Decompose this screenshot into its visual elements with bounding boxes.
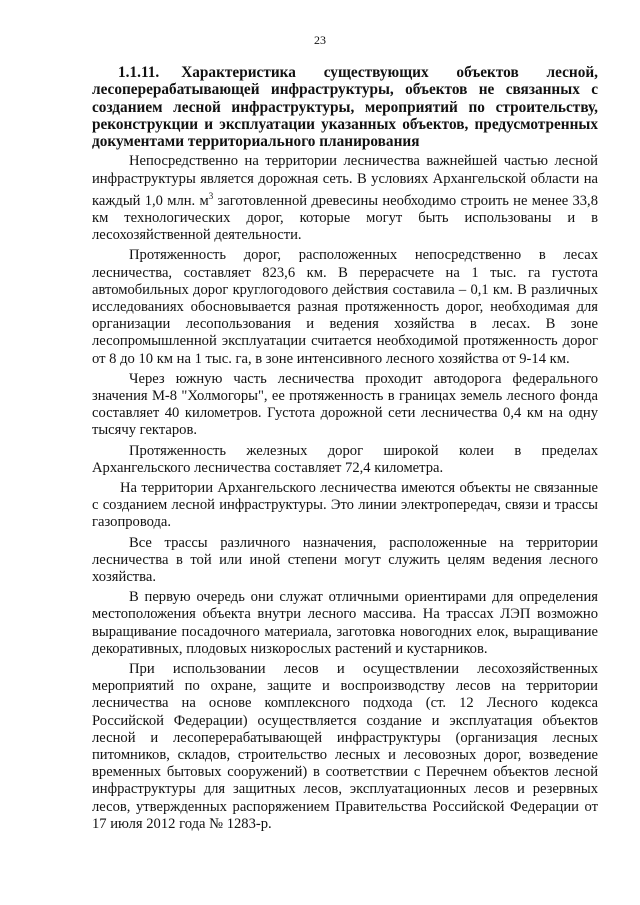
paragraph-other-objects: На территории Архангельского лесничества имеются объекты не связанные с созданием лесной инфраструктуры. Это линии электропередач, связи и трассы газопровода. [92,480,598,531]
paragraph-road-network [92,153,598,244]
paragraph-railways: Протяженность железных дорог широкой колеи в пределах Архангельского лесничества составляет 72,4 километра. [92,442,598,476]
paragraph-routes: Все трассы различного назначения, расположенные на территории лесничества в той или иной степени могут служить целям ведения лесного хозяйства. [92,534,598,586]
page-content [92,64,598,836]
paragraph-road-network-text-b: заготовленной древесины необходимо строить не менее 33,8 км технологических дорог, которые могут быть использованы и в лесохозяйственной деятельности. [92,192,598,244]
paragraph-road-network-text-a: Непосредственно на территории лесничества важнейшей частью лесной инфраструктуры является дорожная сеть. В условиях Архангельской области на каждый 1,0 млн. м [92,153,598,209]
paragraph-landmarks: В первую очередь они служат отличными ориентирами для определения местоположения объекта внутри лесного массива. На трассах ЛЭП возможно выращивание посадочного материала, заготовка новогодних елок, выращивание декоративных, плодовых низкорослых растений и кустарников. [92,589,598,657]
paragraph-federal-highway: Через южную часть лесничества проходит автодорога федерального значения М-8 "Холмогоры", ее протяженность в границах земель лесного фонда составляет 40 километров. Густота дорожной сети лесничества 0,4 км на одну тысячу гектаров. [92,370,598,439]
paragraph-road-length: Протяженность дорог, расположенных непосредственно в лесах лесничества, составляет 823,6 км. В перерасчете на 1 тыс. га густота автомобильных дорог круглогодового действия составила – 0,1 км. В различных исследованиях обосновывается разная протяженность дорог, необходимая для организации лесопользования и ведения хозяйства в лесах. В зоне лесопромышленной эксплуатации считается необходимой протяженность дорог от 8 до 10 км на 1 тыс. га, в зоне интенсивного лесного хозяйства от 9-14 км. [92,247,598,367]
cubic-superscript: 3 [208,190,214,201]
section-title: Характеристика существующих объектов лесной, лесоперерабатывающей инфраструктуры, объектов не связанных с созданием лесной инфраструктуры, мероприятий по строительству, реконструкции и эксплуатации указанных объектов, предусмотренных документами территориального планирования [92,64,598,151]
section-number: 1.1.11. [118,64,160,81]
paragraph-forest-use: При использовании лесов и осуществлении лесохозяйственных мероприятий по охране, защите и воспроизводству лесов на территории лесничества на основе комплексного подхода (ст. 12 Лесного кодекса Российской Федерации) осуществляется создание и эксплуатация объектов лесной и лесоперерабатывающей инфраструктуры (организация лесных питомников, складов, строительство лесных и лесовозных дорог, возведение временных бытовых сооружений) в соответствии с Перечнем объектов лесной инфраструктуры для защитных лесов, эксплуатационных лесов и резервных лесов, утвержденных распоряжением Правительства Российской Федерации от 17 июля 2012 года № 1283-р. [92,661,598,832]
section-heading [92,64,598,150]
page-number: 23 [314,33,326,47]
